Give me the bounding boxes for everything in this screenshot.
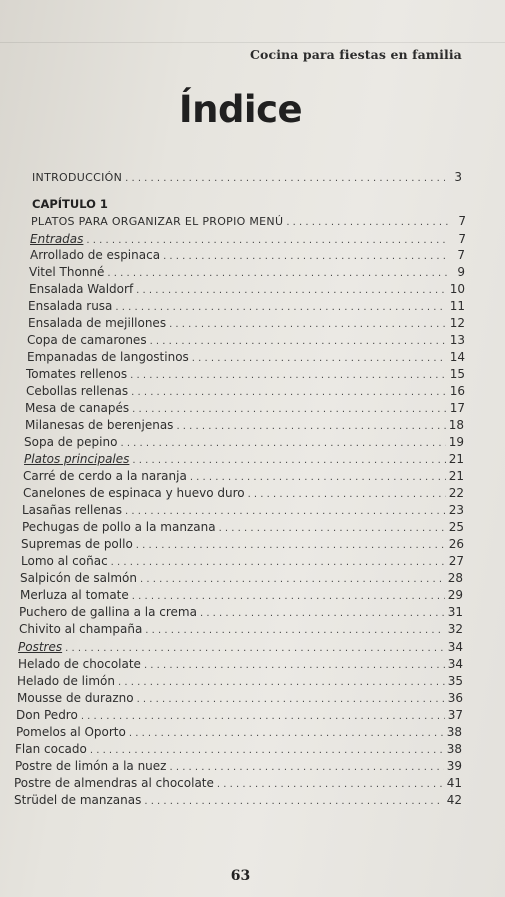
toc-entry: [31, 214, 466, 229]
toc-entry-page: 12: [449, 316, 465, 330]
toc-entry-label: Strüdel de manzanas: [14, 793, 142, 807]
toc-entry: [30, 248, 465, 263]
toc-entry-page: 22: [448, 486, 464, 500]
toc-entry-page: 36: [447, 691, 463, 705]
dot-leader: [107, 266, 448, 281]
toc-entry-label: Ensalada Waldorf: [29, 282, 134, 296]
dot-leader: [115, 300, 446, 315]
toc-entry: [29, 265, 465, 280]
toc-entry-page: 27: [448, 554, 464, 568]
page-number: 63: [230, 868, 251, 884]
dot-leader: [81, 709, 445, 724]
toc-entry-page: 9: [457, 265, 465, 279]
toc-entry-label: Supremas de pollo: [21, 537, 133, 551]
toc-entry: [29, 282, 465, 297]
toc-entry-label: Postres: [18, 640, 63, 654]
dot-leader: [129, 726, 444, 741]
toc-entry-page: 38: [446, 725, 462, 739]
toc-entry-page: 15: [449, 367, 465, 381]
dot-leader: [217, 777, 444, 792]
toc-entry: [20, 571, 463, 586]
dot-leader: [286, 215, 449, 230]
dot-leader: [192, 351, 447, 366]
toc-entry-page: 26: [448, 537, 464, 551]
dot-leader: [137, 692, 445, 707]
toc-entry: [16, 725, 462, 740]
toc-entry: [21, 554, 464, 569]
toc-entry-label: Postre de almendras al chocolate: [14, 776, 214, 790]
toc-entry-label: Mousse de durazno: [17, 691, 134, 705]
toc-entry: [23, 469, 464, 484]
dot-leader: [130, 368, 447, 383]
dot-leader: [120, 436, 445, 451]
toc-entry: [21, 537, 464, 552]
dot-leader: [132, 402, 447, 417]
toc-entry-label: Helado de chocolate: [18, 657, 141, 671]
toc-entry-page: 21: [448, 469, 464, 483]
dot-leader: [150, 334, 447, 349]
toc-entry: [19, 605, 463, 620]
toc-entry-label: Platos principales: [24, 452, 130, 466]
running-head: Cocina para fiestas en familia: [250, 47, 462, 62]
toc-entry-label: Merluza al tomate: [20, 588, 129, 602]
toc-entry-label: Canelones de espinaca y huevo duro: [23, 486, 245, 500]
toc-entry-page: 37: [447, 708, 463, 722]
toc-entry-page: 10: [449, 282, 465, 296]
toc-entry: [28, 299, 465, 314]
dot-leader: [144, 658, 445, 673]
toc-entry-label: Milanesas de berenjenas: [25, 418, 174, 432]
toc-entry-page: 23: [448, 503, 464, 517]
dot-leader: [131, 385, 447, 400]
toc-entry-label: PLATOS PARA ORGANIZAR EL PROPIO MENÚ: [31, 215, 284, 228]
dot-leader: [65, 641, 445, 656]
toc-entry-page: 34: [447, 657, 463, 671]
dot-leader: [125, 171, 445, 186]
dot-leader: [169, 760, 443, 775]
toc-entry: [15, 742, 462, 757]
toc-entry-page: 28: [447, 571, 463, 585]
toc-entry-page: 31: [447, 605, 463, 619]
toc-entry-page: 35: [447, 674, 463, 688]
toc-entry-label: Cebollas rellenas: [26, 384, 129, 398]
toc-entry: [17, 674, 463, 689]
toc-entry: [22, 503, 464, 518]
toc-entry-page: 21: [448, 452, 464, 466]
dot-leader: [248, 487, 446, 502]
toc-entry-page: 7: [458, 214, 466, 228]
dot-leader: [132, 589, 445, 604]
toc-entry-label: Pechugas de pollo a la manzana: [22, 520, 216, 534]
toc-entry-page: 11: [449, 299, 465, 313]
dot-leader: [90, 743, 444, 758]
dot-leader: [118, 675, 445, 690]
toc-entry-label: Tomates rellenos: [26, 367, 128, 381]
dot-leader: [169, 317, 447, 332]
toc-entry: [24, 435, 464, 450]
dot-leader: [200, 606, 445, 621]
toc-entry-label: Lomo al coñac: [21, 554, 108, 568]
toc-entry-page: 29: [447, 588, 463, 602]
toc-entry-page: 7: [458, 232, 466, 246]
toc-entry: [22, 520, 464, 535]
toc-entry-page: 19: [448, 435, 464, 449]
toc-entry-page: 13: [449, 333, 465, 347]
chapter-label: CAPÍTULO 1: [32, 197, 108, 211]
toc-entry: [26, 384, 465, 399]
dot-leader: [144, 794, 443, 809]
toc-entry-page: 16: [449, 384, 465, 398]
dot-leader: [86, 233, 449, 248]
toc-entry-page: 39: [446, 759, 462, 773]
toc-entry-label: Postre de limón a la nuez: [15, 759, 167, 773]
toc-entry-label: Helado de limón: [17, 674, 115, 688]
toc-entry-page: 34: [447, 640, 463, 654]
toc-entry-label: Pomelos al Oporto: [16, 725, 126, 739]
toc-entry-label: Entradas: [30, 232, 84, 246]
toc-entry: [28, 316, 465, 331]
dot-leader: [132, 453, 445, 468]
toc-entry-page: 32: [447, 622, 463, 636]
toc-entry-label: Puchero de gallina a la crema: [19, 605, 197, 619]
toc-entry-label: Sopa de pepino: [24, 435, 118, 449]
toc-entry-label: Empanadas de langostinos: [27, 350, 189, 364]
toc-section: [24, 452, 464, 467]
toc-entry: [19, 622, 463, 637]
toc-entry-label: INTRODUCCIÓN: [32, 171, 123, 184]
toc-entry: [25, 418, 464, 433]
toc-entry: [25, 401, 465, 416]
toc-entry-label: Ensalada de mejillones: [28, 316, 167, 330]
toc-entry-label: Ensalada rusa: [28, 299, 113, 313]
toc-entry-page: 42: [446, 793, 462, 807]
toc-entry: [14, 793, 462, 808]
toc-entry-page: 14: [449, 350, 465, 364]
toc-entry: [27, 350, 465, 365]
toc-entry-label: Chivito al champaña: [19, 622, 143, 636]
dot-leader: [136, 538, 446, 553]
toc-entry-page: 18: [448, 418, 464, 432]
toc-entry: [15, 759, 462, 774]
dot-leader: [136, 283, 447, 298]
toc-entry: [16, 708, 463, 723]
toc-entry-page: 3: [454, 170, 462, 184]
toc-entry: [18, 657, 463, 672]
dot-leader: [163, 249, 448, 264]
toc-section: [18, 640, 463, 655]
dot-leader: [140, 572, 445, 587]
dot-leader: [176, 419, 445, 434]
dot-leader: [190, 470, 446, 485]
toc-entry-page: 25: [448, 520, 464, 534]
toc-entry-label: Salpicón de salmón: [20, 571, 138, 585]
toc-entry-label: Carré de cerdo a la naranja: [23, 469, 187, 483]
toc-entry-page: 41: [446, 776, 462, 790]
toc-entry: [20, 588, 463, 603]
toc-entry-label: Flan cocado: [15, 742, 87, 756]
toc-entry-label: Arrollado de espinaca: [30, 248, 161, 262]
toc-entry: [27, 333, 465, 348]
toc-entry: [14, 776, 462, 791]
toc-entry-label: Mesa de canapés: [25, 401, 130, 415]
dot-leader: [125, 504, 446, 519]
toc-entry-label: Don Pedro: [16, 708, 78, 722]
toc-entry-page: 17: [449, 401, 465, 415]
toc-entry: [32, 170, 462, 185]
page-title: Índice: [178, 88, 303, 131]
dot-leader: [145, 623, 444, 638]
dot-leader: [111, 555, 446, 570]
toc-entry: [26, 367, 465, 382]
dot-leader: [219, 521, 446, 536]
toc-entry-label: Lasañas rellenas: [22, 503, 122, 517]
toc-entry-page: 38: [446, 742, 462, 756]
toc-entry: [17, 691, 463, 706]
toc-section: [30, 232, 466, 247]
toc-entry-label: Vitel Thonné: [29, 265, 105, 279]
toc-entry-label: Copa de camarones: [27, 333, 147, 347]
toc-entry-page: 7: [457, 248, 465, 262]
toc-entry: [23, 486, 464, 501]
